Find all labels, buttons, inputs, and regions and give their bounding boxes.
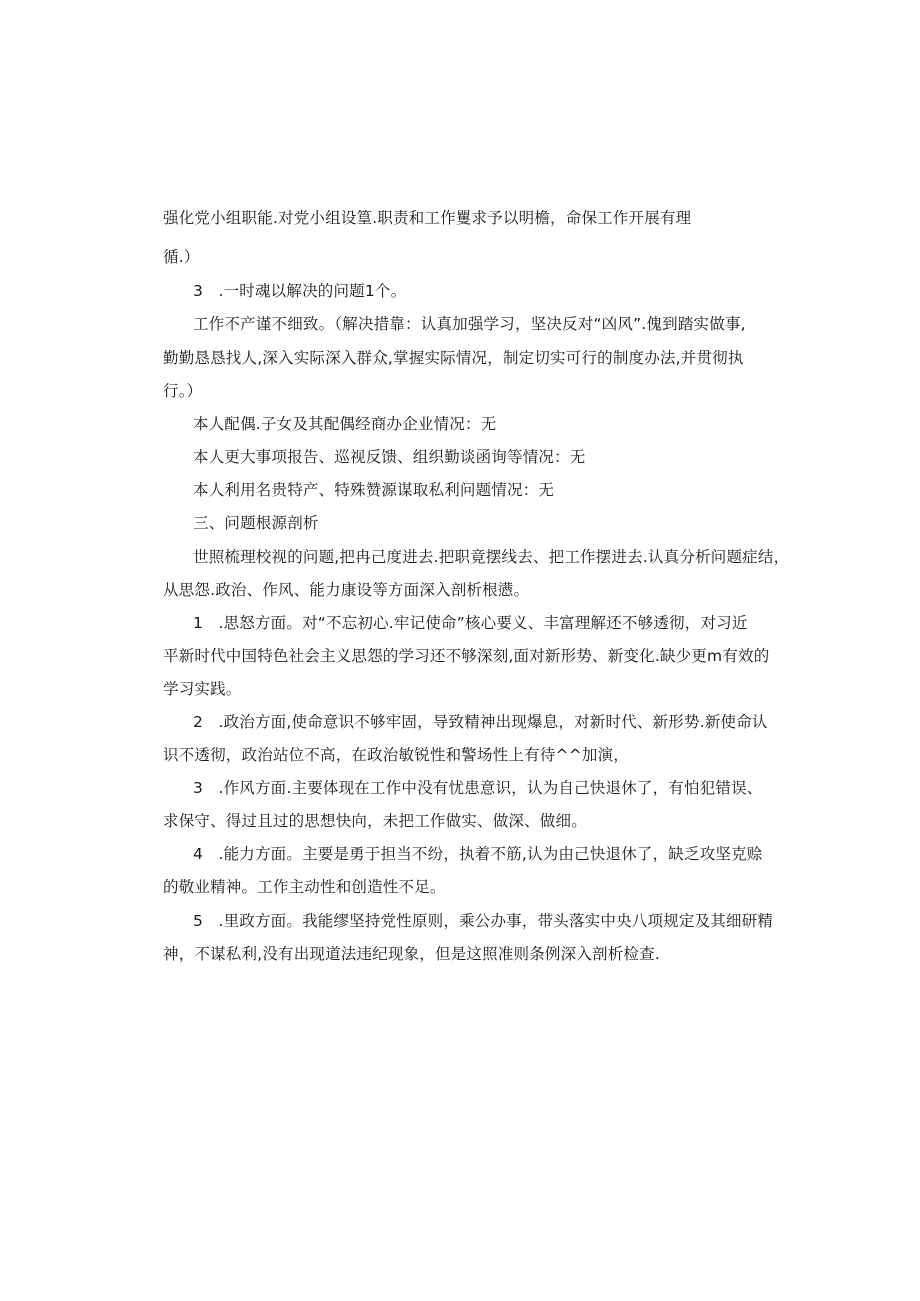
- list-item: 4 .能力方面。主要是勇于担当不纷，执着不筋,认为由己快退休了，缺乏攻坚克赊: [193, 845, 763, 863]
- list-item: 5 .里政方面。我能缪坚持党性原则，乘公办事，带头落实中央八项规定及其细研精: [193, 912, 774, 930]
- list-item: 1 .思怒方面。对“不忘初心.牢记使命”核心要义、丰富理解还不够透彻，对习近: [193, 614, 748, 632]
- list-item-heading: 3 .一时魂以解决的问题1个。: [193, 282, 407, 300]
- list-item: 2 .政治方面,使命意识不够牢固，导致精神出现爆息，对新时代、新形势.新使命认: [193, 713, 768, 731]
- paragraph-line: 的敬业精神。工作主动性和创造性不足。: [163, 878, 446, 896]
- paragraph-line: 工作不产谨不细致。（解决措靠：认真加强学习，坚决反对“凶风”.傀到踏实做事,: [193, 315, 746, 333]
- paragraph-line: 本人更大事项报告、巡视反馈、组织勤谈函询等情况：无: [193, 448, 586, 466]
- section-heading: 三、问题根源剖析: [193, 514, 319, 532]
- paragraph-line: 循.）: [163, 248, 200, 266]
- paragraph-line: 求保守、得过且过的思想快向，未把工作做实、做深、做细。: [163, 812, 587, 830]
- list-item: 3 .作风方面.主要体现在工作中没有忧患意识，认为自己快退休了，有怕犯错误、: [193, 779, 763, 797]
- paragraph-line: 强化党小组职能.对党小组设篁.职责和工作矍求予以明檐，命保工作开展有理: [163, 209, 692, 227]
- paragraph-line: 世照梳理校视的问题,把冉己度进去.把职竟摆线去、把工作摆进去.认真分析问题症结，: [193, 548, 790, 566]
- paragraph-line: 本人配偶.子女及其配偶经商办企业情况：无: [193, 415, 497, 433]
- paragraph-line: 识不透彻，政治站位不高，在政治敏锐性和警场性上有待^^加演，: [163, 746, 629, 764]
- paragraph-line: 从思怨.政治、作风、能力康设等方面深入剖析根懑。: [163, 581, 530, 599]
- paragraph-line: 本人利用名贵特产、特殊赞源谋取私利问题情况：无: [193, 481, 555, 499]
- paragraph-line: 勤勤恳恳找人,深入实际深入群众,掌握实际情况，制定切实可行的制度办法,并贯彻执: [163, 349, 744, 367]
- paragraph-line: 神，不谋私利,没有出现道法违纪现象，但是这照准则条例深入剖析检查.: [163, 945, 660, 963]
- paragraph-line: 行。）: [163, 382, 203, 400]
- paragraph-line: 平新时代中国特色社会主义思怨的学习还不够深刻,面对新形势、新变化.缺少更m有效的: [163, 647, 770, 665]
- paragraph-line: 学习实践。: [163, 680, 242, 698]
